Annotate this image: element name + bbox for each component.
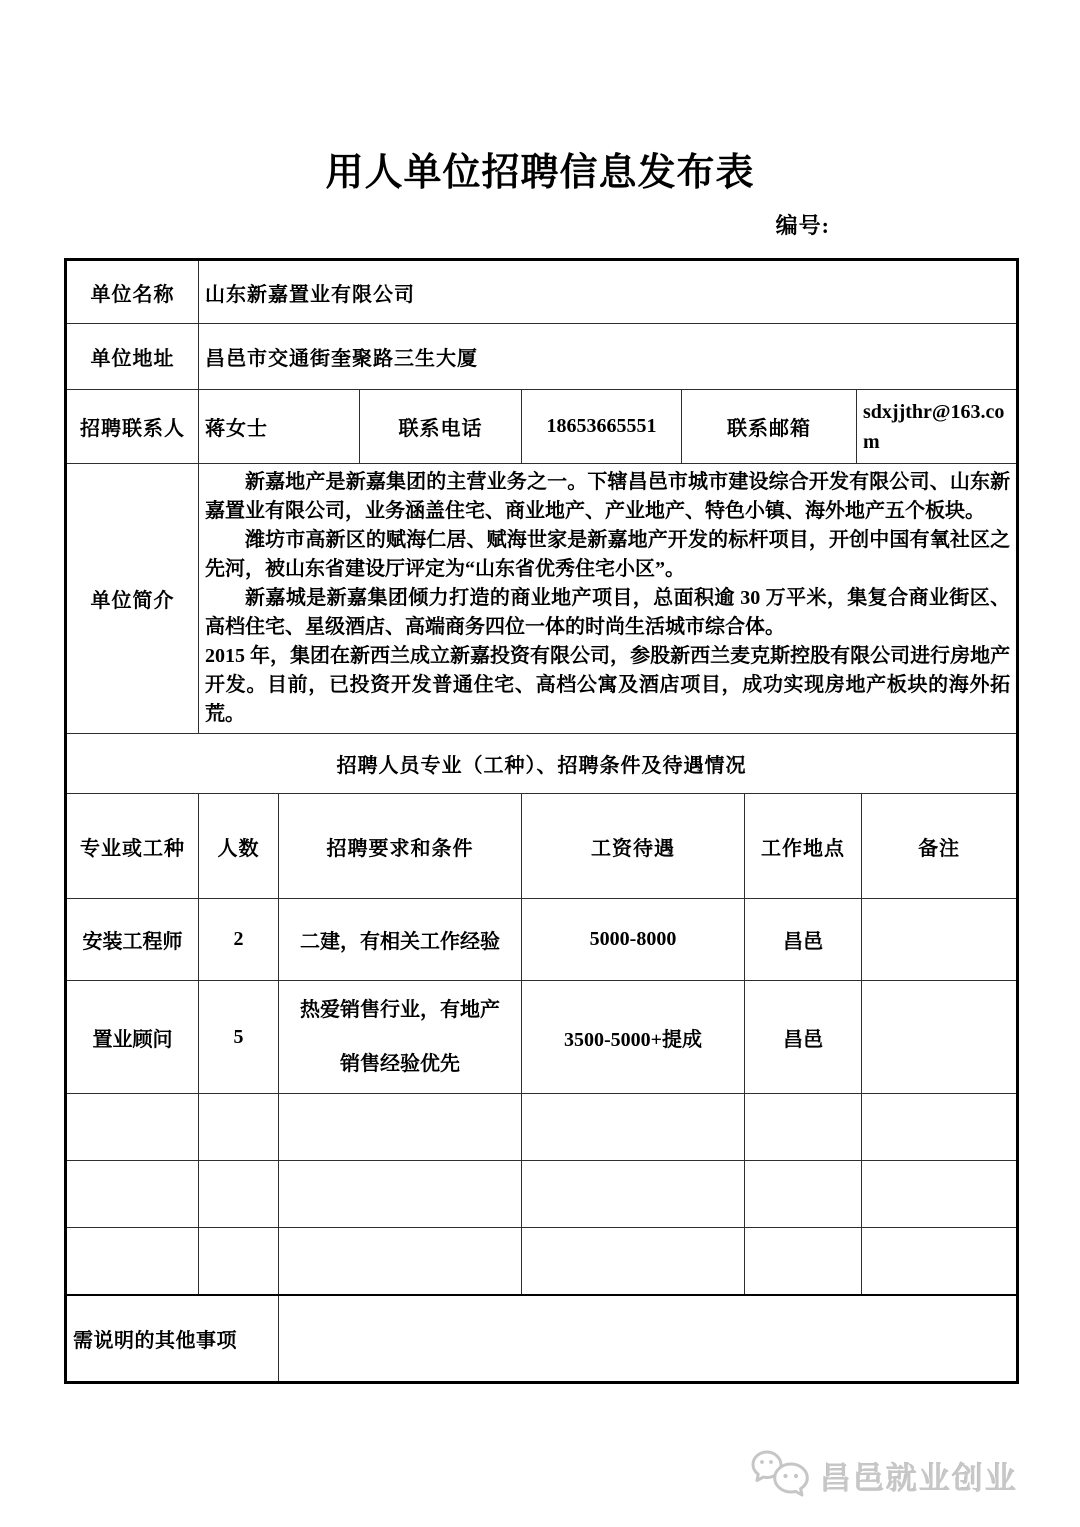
- other-matters-value: [279, 1295, 1018, 1383]
- recruitment-form-table: [64, 258, 1019, 1384]
- section-title-row: [66, 734, 1018, 794]
- job-location: [745, 1228, 862, 1295]
- job-location: 昌邑: [745, 899, 862, 981]
- job-note: [862, 1161, 1018, 1228]
- contact-person-label: 招聘联系人: [66, 390, 199, 464]
- job-requirements: 二建，有相关工作经验: [279, 899, 522, 981]
- job-note: [862, 981, 1018, 1094]
- contact-row: [66, 390, 1018, 464]
- intro-paragraph: 潍坊市高新区的赋海仁居、赋海世家是新嘉地产开发的标杆项目，开创中国有氧社区之先河，被山东省建设厅评定为“山东省优秀住宅小区”。: [205, 529, 1011, 580]
- job-row-empty: [66, 1228, 1018, 1295]
- header-location: 工作地点: [745, 794, 862, 899]
- job-location: [745, 1094, 862, 1161]
- other-matters-label: 需说明的其他事项: [66, 1295, 279, 1383]
- job-count: 2: [199, 899, 279, 981]
- company-address-label: 单位地址: [66, 324, 199, 390]
- job-count: [199, 1228, 279, 1295]
- company-intro-label: 单位简介: [66, 464, 199, 734]
- company-address-value: 昌邑市交通街奎聚路三生大厦: [199, 324, 1018, 390]
- header-requirements: 招聘要求和条件: [279, 794, 522, 899]
- company-address-row: [66, 324, 1018, 390]
- job-requirements: [279, 1161, 522, 1228]
- header-count: 人数: [199, 794, 279, 899]
- job-count: [199, 1094, 279, 1161]
- job-position: 安装工程师: [66, 899, 199, 981]
- job-row-empty: [66, 1161, 1018, 1228]
- job-requirements: [279, 1228, 522, 1295]
- job-location: 昌邑: [745, 981, 862, 1094]
- brand-watermark: [750, 1449, 1018, 1501]
- job-salary: 3500-5000+提成: [522, 981, 745, 1094]
- company-intro-row: [66, 464, 1018, 734]
- table-header-row: [66, 794, 1018, 899]
- job-salary: 5000-8000: [522, 899, 745, 981]
- brand-name: 昌邑就业创业: [820, 1460, 1018, 1496]
- page-title: 用人单位招聘信息发布表: [325, 152, 755, 194]
- job-note: [862, 1094, 1018, 1161]
- intro-paragraph: 新嘉城是新嘉集团倾力打造的商业地产项目，总面积逾 30 万平米，集复合商业街区、高档住宅、星级酒店、高端商务四位一体的时尚生活城市综合体。: [205, 587, 1011, 638]
- job-note: [862, 899, 1018, 981]
- job-salary: [522, 1228, 745, 1295]
- other-matters-row: [66, 1295, 1018, 1383]
- job-position: [66, 1228, 199, 1295]
- job-requirements: 热爱销售行业，有地产销售经验优先: [279, 981, 522, 1094]
- header-position: 专业或工种: [66, 794, 199, 899]
- job-note: [862, 1228, 1018, 1295]
- contact-person-value: 蒋女士: [199, 390, 360, 464]
- job-position: 置业顾问: [66, 981, 199, 1094]
- company-intro-text: [199, 464, 1018, 734]
- intro-paragraph: 新嘉地产是新嘉集团的主营业务之一。下辖昌邑市城市建设综合开发有限公司、山东新嘉置业有限公司，业务涵盖住宅、商业地产、产业地产、特色小镇、海外地产五个板块。: [205, 471, 1011, 522]
- job-row: [66, 981, 1018, 1094]
- job-count: 5: [199, 981, 279, 1094]
- job-salary: [522, 1094, 745, 1161]
- phone-label: 联系电话: [360, 390, 522, 464]
- job-count: [199, 1161, 279, 1228]
- job-requirements: [279, 1094, 522, 1161]
- job-position: [66, 1161, 199, 1228]
- email-value: sdxjjthr@163.com: [857, 390, 1018, 464]
- header-note: 备注: [862, 794, 1018, 899]
- company-name-label: 单位名称: [66, 260, 199, 324]
- job-row-empty: [66, 1094, 1018, 1161]
- company-name-row: [66, 260, 1018, 324]
- serial-number-label: 编号:: [775, 213, 830, 238]
- job-row: [66, 899, 1018, 981]
- job-salary: [522, 1161, 745, 1228]
- section-title: 招聘人员专业（工种）、招聘条件及待遇情况: [66, 734, 1018, 794]
- job-position: [66, 1094, 199, 1161]
- intro-paragraph: 2015 年，集团在新西兰成立新嘉投资有限公司，参股新西兰麦克斯控股有限公司进行房地产开发。目前，已投资开发普通住宅、高档公寓及酒店项目，成功实现房地产板块的海外拓荒。: [205, 645, 1011, 725]
- job-location: [745, 1161, 862, 1228]
- email-label: 联系邮箱: [682, 390, 857, 464]
- header-salary: 工资待遇: [522, 794, 745, 899]
- company-name-value: 山东新嘉置业有限公司: [199, 260, 1018, 324]
- phone-value: 18653665551: [522, 390, 682, 464]
- wechat-bubbles-icon: [750, 1449, 812, 1501]
